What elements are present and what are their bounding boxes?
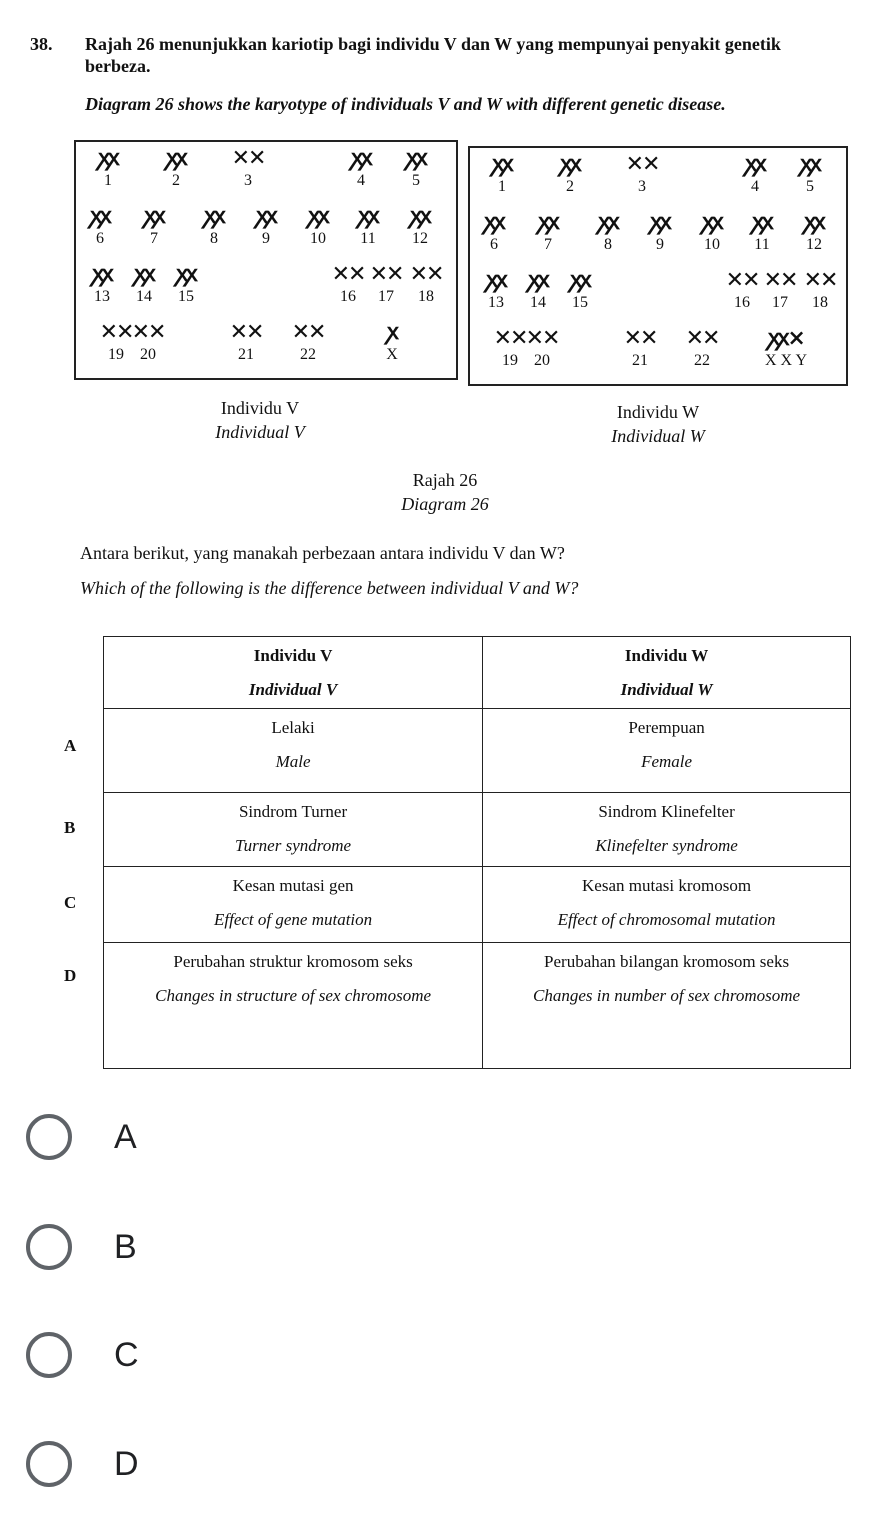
chromosome-number: 13 [488, 294, 504, 311]
choice-a[interactable] [26, 1114, 326, 1170]
cell-text: Sindrom Turner [238, 802, 348, 821]
chromosome-pair [134, 204, 174, 248]
chromosome-pair [620, 326, 660, 370]
chromosome-number: 6 [490, 236, 498, 253]
chromosome-number: 5 [806, 178, 814, 195]
chromosome-pair [156, 146, 196, 190]
diagram-caption-english: Diagram 26 [401, 494, 489, 514]
caption-individual-v [160, 396, 360, 444]
cell-text: Female [641, 752, 693, 771]
chromosome-pair [400, 204, 440, 248]
cell-text: Male [275, 752, 311, 771]
chromosome-pair [751, 326, 821, 370]
header-v-malay: Individu V [253, 646, 333, 665]
chromosome-number: 4 [751, 178, 759, 195]
header-cell-v [104, 637, 483, 709]
chromosome-number: 20 [140, 346, 156, 363]
chromosome-icon: ✕✕ [493, 326, 527, 351]
choice-c[interactable] [26, 1332, 326, 1388]
cell-text: Kesan mutasi kromosom [582, 876, 752, 895]
chromosome-icon: ꭗꭗ [528, 268, 548, 293]
cell-c-v [104, 867, 483, 943]
chromosome-number: 8 [210, 230, 218, 247]
caption-v-malay: Individu V [220, 398, 300, 418]
cell-text: Effect of gene mutation [213, 910, 373, 929]
chromosome-icon: ✕✕ [685, 326, 719, 351]
chromosome-icon: ꭗꭗ [800, 152, 820, 177]
chromosome-number: 1 [498, 178, 506, 195]
cell-text: Perubahan bilangan kromosom seks [544, 952, 790, 971]
chromosome-number: 12 [412, 230, 428, 247]
chromosome-icon: ꭗꭗ [351, 146, 371, 171]
chromosome-icon: ✕✕ [331, 262, 365, 287]
chromosome-number: 16 [734, 294, 750, 311]
choice-label: A [114, 1118, 137, 1156]
radio-circle-icon[interactable] [26, 1441, 72, 1487]
cell-a-w [483, 709, 851, 793]
chromosome-pair [482, 152, 522, 196]
cell-text: Changes in structure of sex chromosome [155, 986, 432, 1005]
chromosome-number: 1 [104, 172, 112, 189]
chromosome-icon: ꭗꭗ [256, 204, 276, 229]
chromosome-pair [194, 204, 234, 248]
chromosome-pair [357, 320, 427, 364]
karyotype-row [470, 210, 846, 270]
table-row [104, 793, 851, 867]
chromosome-icon: ꭗꭗ [90, 204, 110, 229]
chromosome-pair [518, 268, 558, 312]
chromosome-pair [722, 268, 762, 312]
chromosome-number: 19 [108, 346, 124, 363]
chromosome-pair [246, 204, 286, 248]
chromosome-number: 11 [360, 230, 376, 247]
chromosome-icon: ꭗꭗ [176, 262, 196, 287]
chromosome-icon: ✕✕ [369, 262, 403, 287]
chromosome-icon: ꭗꭗ [166, 146, 186, 171]
chromosome-pair [476, 268, 516, 312]
chromosome-number: 3 [244, 172, 252, 189]
cell-d-w [483, 943, 851, 1069]
cell-a-v [104, 709, 483, 793]
chromosome-pair [396, 146, 436, 190]
chromosome-pair [348, 204, 388, 248]
table-row [104, 867, 851, 943]
chromosome-icon: ꭗꭗ [358, 204, 378, 229]
chromosome-number: 2 [566, 178, 574, 195]
chromosome-pair [128, 320, 168, 364]
chromosome-pair [588, 210, 628, 254]
header-cell-w [483, 637, 851, 709]
header-w-malay: Individu W [624, 646, 709, 665]
cell-text: Changes in number of sex chromosome [533, 986, 801, 1005]
radio-circle-icon[interactable] [26, 1224, 72, 1270]
chromosome-pair [640, 210, 680, 254]
chromosome-pair [166, 262, 206, 306]
caption-w-english: Individual W [611, 426, 705, 446]
cell-text: Sindrom Klinefelter [598, 802, 735, 821]
chromosome-icon: ✕✕ [229, 320, 263, 345]
chromosome-pair [760, 268, 800, 312]
chromosome-number: 5 [412, 172, 420, 189]
chromosome-number: 7 [150, 230, 158, 247]
chromosome-icon: ꭗꭗ [538, 210, 558, 235]
radio-circle-icon[interactable] [26, 1114, 72, 1160]
caption-individual-w [558, 400, 758, 448]
chromosome-icon: ✕✕ [409, 262, 443, 287]
chromosome-number: 22 [694, 352, 710, 369]
prompt-malay: Antara berikut, yang manakah perbezaan antara individu V dan W? [80, 543, 565, 563]
chromosome-pair [298, 204, 338, 248]
chromosome-number: X [386, 346, 398, 363]
chromosome-number: 15 [178, 288, 194, 305]
chromosome-icon: ✕✕ [625, 152, 659, 177]
chromosome-icon: ꭗꭗ [92, 262, 112, 287]
chromosome-icon: ꭗꭗ [144, 204, 164, 229]
chromosome-icon: ꭗꭗ [134, 262, 154, 287]
chromosome-icon: ✕✕ [623, 326, 657, 351]
chromosome-icon: ✕✕ [99, 320, 133, 345]
chromosome-pair [800, 268, 840, 312]
chromosome-icon: ꭗꭗ [560, 152, 580, 177]
cell-text: Perubahan struktur kromosom seks [173, 952, 413, 971]
row-label-d: D [64, 966, 77, 985]
table-row [104, 709, 851, 793]
chromosome-icon: ꭗꭗ [745, 152, 765, 177]
chromosome-number: 2 [172, 172, 180, 189]
cell-text: Klinefelter syndrome [595, 836, 738, 855]
chromosome-icon: ꭗꭗ [752, 210, 772, 235]
chromosome-icon: ✕✕ [525, 326, 559, 351]
chromosome-icon: ꭗꭗ [598, 210, 618, 235]
chromosome-number: 11 [754, 236, 770, 253]
chromosome-number: 8 [604, 236, 612, 253]
karyotype-row [76, 204, 456, 264]
chromosome-number: 10 [704, 236, 720, 253]
caption-w-malay: Individu W [616, 402, 700, 422]
prompt-english: Which of the following is the difference between individual V and W? [80, 578, 579, 598]
chromosome-number: 22 [300, 346, 316, 363]
chromosome-icon: ꭗꭗ [98, 146, 118, 171]
chromosome-number: 10 [310, 230, 326, 247]
answer-options-table [103, 636, 851, 1069]
chromosome-pair [341, 146, 381, 190]
chromosome-icon: ꭗꭗ [570, 268, 590, 293]
question-text-english: Diagram 26 shows the karyotype of individuals V and W with different genetic disease. [85, 94, 726, 114]
header-w-english: Individual W [620, 680, 713, 699]
chromosome-pair [406, 262, 446, 306]
question-number: 38. [30, 34, 53, 54]
chromosome-pair [735, 152, 775, 196]
header-v-english: Individual V [248, 680, 338, 699]
chromosome-number: 19 [502, 352, 518, 369]
chromosome-pair [794, 210, 834, 254]
chromosome-number: 9 [656, 236, 664, 253]
question-text-malay: Rajah 26 menunjukkan kariotip bagi individu V dan W yang mempunyai penyakit genetik [85, 34, 781, 54]
chromosome-pair [474, 210, 514, 254]
caption-v-english: Individual V [215, 422, 305, 442]
chromosome-pair [682, 326, 722, 370]
chromosome-pair [82, 262, 122, 306]
chromosome-number: 14 [530, 294, 546, 311]
chromosome-pair [288, 320, 328, 364]
chromosome-pair [228, 146, 268, 190]
chromosome-icon: ꭗꭗ [702, 210, 722, 235]
chromosome-pair [560, 268, 600, 312]
chromosome-number: 21 [632, 352, 648, 369]
chromosome-number: 16 [340, 288, 356, 305]
karyotype-row [76, 146, 456, 206]
chromosome-number: 9 [262, 230, 270, 247]
chromosome-icon: ꭗꭗ [492, 152, 512, 177]
cell-d-v [104, 943, 483, 1069]
chromosome-pair [790, 152, 830, 196]
chromosome-icon: ✕✕ [763, 268, 797, 293]
chromosome-pair [622, 152, 662, 196]
chromosome-icon: ꭗꭗ [486, 268, 506, 293]
chromosome-number: 12 [806, 236, 822, 253]
cell-text: Effect of chromosomal mutation [557, 910, 776, 929]
chromosome-icon: ꭗꭗ [204, 204, 224, 229]
question-text-malay-cont: berbeza. [85, 56, 151, 76]
chromosome-number: 3 [638, 178, 646, 195]
chromosome-pair [226, 320, 266, 364]
chromosome-icon: ✕✕ [231, 146, 265, 171]
cell-c-w [483, 867, 851, 943]
chromosome-number: 18 [812, 294, 828, 311]
karyotype-row [470, 326, 846, 386]
chromosome-pair [328, 262, 368, 306]
chromosome-number: 18 [418, 288, 434, 305]
choice-label: D [114, 1445, 139, 1483]
chromosome-pair [366, 262, 406, 306]
chromosome-icon: ✕✕ [725, 268, 759, 293]
chromosome-number: 20 [534, 352, 550, 369]
karyotype-row [470, 268, 846, 328]
chromosome-pair [550, 152, 590, 196]
chromosome-number: 17 [378, 288, 394, 305]
chromosome-icon: ꭗꭗ [484, 210, 504, 235]
cell-b-w [483, 793, 851, 867]
chromosome-number: 4 [357, 172, 365, 189]
chromosome-pair [80, 204, 120, 248]
row-label-c: C [64, 893, 77, 912]
chromosome-number: 17 [772, 294, 788, 311]
chromosome-pair [88, 146, 128, 190]
chromosome-pair [124, 262, 164, 306]
choice-d[interactable] [26, 1441, 326, 1497]
chromosome-icon: ꭗꭗ [804, 210, 824, 235]
chromosome-pair [522, 326, 562, 370]
karyotype-row [470, 152, 846, 212]
cell-text: Perempuan [628, 718, 705, 737]
chromosome-icon: ꭗꭗ× [768, 326, 804, 351]
row-label-a: A [64, 736, 77, 755]
choice-b[interactable] [26, 1224, 326, 1280]
karyotype-row [76, 262, 456, 322]
cell-text: Turner syndrome [235, 836, 352, 855]
karyotype-individual-v [74, 140, 458, 380]
chromosome-icon: ꭗꭗ [308, 204, 328, 229]
karyotype-individual-w [468, 146, 848, 386]
chromosome-number: 13 [94, 288, 110, 305]
cell-text: Kesan mutasi gen [232, 876, 354, 895]
chromosome-icon: ✕✕ [803, 268, 837, 293]
cell-text: Lelaki [271, 718, 315, 737]
chromosome-number: X X Y [764, 352, 808, 369]
table-row [104, 943, 851, 1069]
chromosome-icon: ✕✕ [291, 320, 325, 345]
chromosome-icon: ✕✕ [131, 320, 165, 345]
chromosome-icon: ꭗꭗ [410, 204, 430, 229]
chromosome-number: 6 [96, 230, 104, 247]
choice-label: B [114, 1228, 137, 1266]
karyotype-row [76, 320, 456, 380]
chromosome-icon: ꭗ [387, 320, 397, 345]
chromosome-number: 7 [544, 236, 552, 253]
chromosome-pair [692, 210, 732, 254]
row-label-b: B [64, 818, 76, 837]
chromosome-number: 15 [572, 294, 588, 311]
chromosome-icon: ꭗꭗ [406, 146, 426, 171]
chromosome-number: 21 [238, 346, 254, 363]
diagram-caption-malay: Rajah 26 [412, 470, 478, 490]
table-header-row [104, 637, 851, 709]
cell-b-v [104, 793, 483, 867]
chromosome-pair [528, 210, 568, 254]
chromosome-pair [742, 210, 782, 254]
chromosome-icon: ꭗꭗ [650, 210, 670, 235]
choice-label: C [114, 1336, 139, 1374]
chromosome-number: 14 [136, 288, 152, 305]
radio-circle-icon[interactable] [26, 1332, 72, 1378]
